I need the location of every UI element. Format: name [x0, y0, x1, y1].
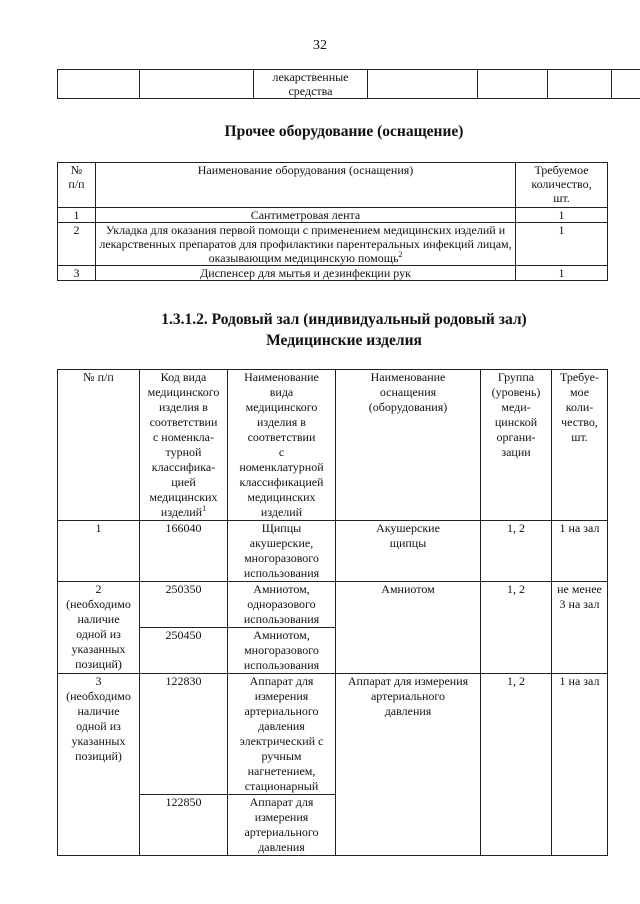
row-code: 250450 — [140, 628, 228, 674]
table-row — [58, 223, 608, 266]
column-header-group: Группа (уровень) меди- цинской органи- зации — [481, 370, 552, 521]
row-quantity: 1 — [516, 266, 608, 281]
previous-table-continuation — [57, 69, 640, 99]
page-number: 32 — [313, 38, 327, 53]
medical-devices-table — [57, 369, 608, 856]
equipment-section-title: Прочее оборудование (оснащение) — [224, 123, 464, 140]
column-header-equipment: Наименование оснащения (оборудования) — [336, 370, 481, 521]
table-cell — [368, 70, 478, 99]
row-number: 1 — [58, 208, 96, 223]
row-kind: Амниотом, одноразового использования — [228, 582, 336, 628]
row-name: Сантиметровая лента — [96, 208, 516, 223]
room-section-title: 1.3.1.2. Родовый зал (индивидуальный родовый зал) — [161, 311, 527, 328]
table-row — [58, 266, 608, 281]
row-name — [96, 223, 516, 266]
column-header-quantity: Требуе- мое коли- чество, шт. — [552, 370, 608, 521]
row-code: 122830 — [140, 674, 228, 795]
equipment-table — [57, 162, 608, 281]
row-equipment: Аппарат для измерения артериального давления — [336, 674, 481, 856]
table-cell — [612, 70, 640, 99]
column-header-kind: Наименование вида медицинского изделия в соответствии с номенклатурной классификацией медицинских изделий — [228, 370, 336, 521]
row-number: 2 (необходимо наличие одной из указанных позиций) — [58, 582, 140, 674]
column-header-number: № п/п — [58, 163, 96, 208]
table-cell — [478, 70, 548, 99]
row-kind: Щипцы акушерские, многоразового использования — [228, 521, 336, 582]
table-row — [58, 582, 608, 628]
table-cell — [58, 70, 140, 99]
column-header-quantity: Требуемое количество, шт. — [516, 163, 608, 208]
row-kind: Аппарат для измерения артериального давления — [228, 795, 336, 856]
row-number: 3 — [58, 266, 96, 281]
row-group: 1, 2 — [481, 674, 552, 856]
row-quantity: 1 на зал — [552, 521, 608, 582]
row-quantity: не менее 3 на зал — [552, 582, 608, 674]
room-section-subtitle: Медицинские изделия — [266, 332, 422, 349]
row-group: 1, 2 — [481, 521, 552, 582]
row-number: 3 (необходимо наличие одной из указанных позиций) — [58, 674, 140, 856]
row-equipment: Акушерские щипцы — [336, 521, 481, 582]
column-header-name: Наименование оборудования (оснащения) — [96, 163, 516, 208]
column-header-code — [140, 370, 228, 521]
row-group: 1, 2 — [481, 582, 552, 674]
row-kind: Амниотом, многоразового использования — [228, 628, 336, 674]
table-row — [58, 208, 608, 223]
table-cell — [548, 70, 612, 99]
table-row — [58, 70, 640, 99]
table-header-row — [58, 370, 608, 521]
row-quantity: 1 — [516, 223, 608, 266]
row-code: 122850 — [140, 795, 228, 856]
footnote-mark: 2 — [398, 250, 403, 259]
table-cell: лекарственные средства — [254, 70, 368, 99]
row-number: 2 — [58, 223, 96, 266]
row-code: 250350 — [140, 582, 228, 628]
table-row — [58, 674, 608, 795]
row-name-text: Укладка для оказания первой помощи с применением медицинских изделий и лекарственных препаратов для профилактики парентеральных инфекций лицам, оказывающим медицинскую помощь — [99, 223, 512, 265]
footnote-mark: 1 — [202, 504, 207, 513]
column-header-number: № п/п — [58, 370, 140, 521]
column-header-code-text: Код вида медицинского изделия в соответствии с номенкла- турной классифика- цией медицинских изделий — [147, 370, 220, 519]
row-equipment: Амниотом — [336, 582, 481, 674]
row-number: 1 — [58, 521, 140, 582]
row-quantity: 1 на зал — [552, 674, 608, 856]
table-header-row — [58, 163, 608, 208]
table-cell — [140, 70, 254, 99]
row-name: Диспенсер для мытья и дезинфекции рук — [96, 266, 516, 281]
table-row — [58, 521, 608, 582]
row-quantity: 1 — [516, 208, 608, 223]
row-kind: Аппарат для измерения артериального давления электрический с ручным нагнетением, стационарный — [228, 674, 336, 795]
row-code: 166040 — [140, 521, 228, 582]
